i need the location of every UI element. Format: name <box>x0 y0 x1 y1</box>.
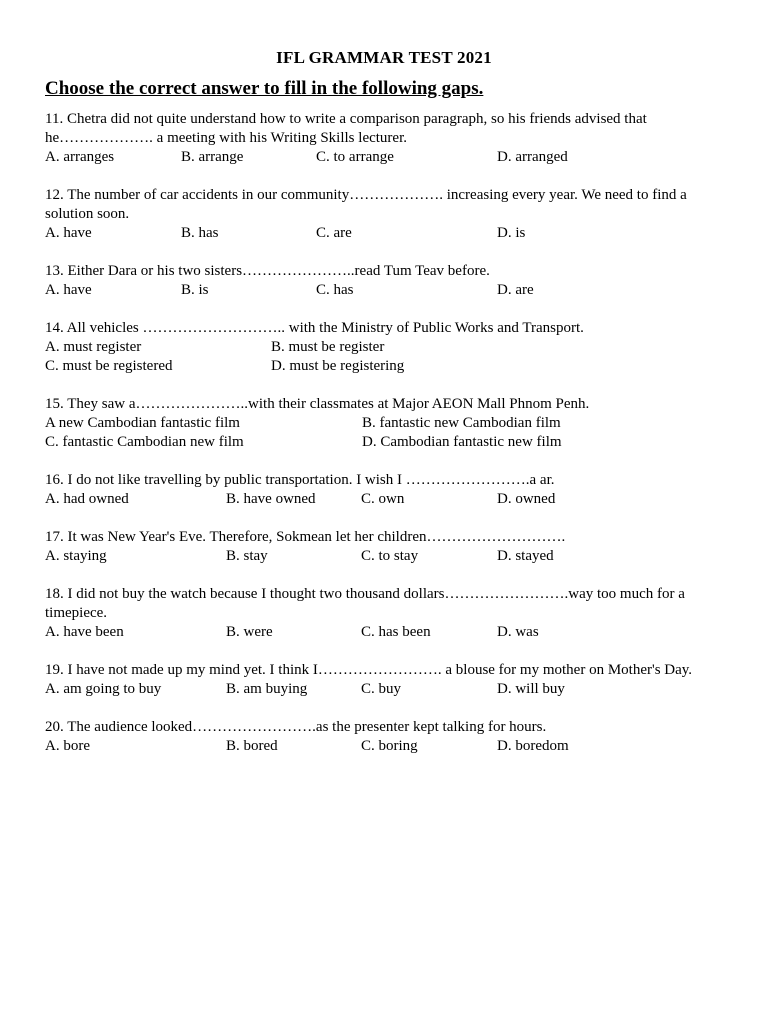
option-c: C. has been <box>361 624 431 640</box>
option-a: A. bore <box>45 738 90 754</box>
option-c: C. are <box>316 225 352 241</box>
option-row <box>45 737 735 756</box>
option-a: A. have <box>45 225 92 241</box>
option-d: D. was <box>497 624 539 640</box>
question-text: 12. The number of car accidents in our community………………. increasing every year. We need to find a solution soon. <box>45 187 687 222</box>
instruction-heading: Choose the correct answer to fill in the following gaps. <box>45 78 484 99</box>
question-text: 15. They saw a…………………..with their classmates at Major AEON Mall Phnom Penh. <box>45 396 590 412</box>
option-d: D. owned <box>497 491 556 507</box>
option-c: C. fantastic Cambodian new film <box>45 434 244 450</box>
option-a: A new Cambodian fantastic film <box>45 415 240 431</box>
question-17 <box>45 528 735 566</box>
question-text: 16. I do not like travelling by public transportation. I wish I …………………….a ar. <box>45 472 555 488</box>
question-text: 17. It was New Year's Eve. Therefore, Sokmean let her children………………………. <box>45 529 566 545</box>
option-a: A. had owned <box>45 491 129 507</box>
option-c: C. boring <box>361 738 418 754</box>
option-b: B. am buying <box>226 681 308 697</box>
page-title: IFL GRAMMAR TEST 2021 <box>276 48 492 67</box>
question-15 <box>45 395 735 452</box>
option-a: A. arranges <box>45 149 115 165</box>
option-b: B. have owned <box>226 491 316 507</box>
option-c: C. to arrange <box>316 149 394 165</box>
option-b: B. must be register <box>271 339 385 355</box>
option-row <box>45 281 735 300</box>
question-20 <box>45 718 735 756</box>
option-row <box>45 547 735 566</box>
option-d: D. are <box>497 282 534 298</box>
question-16 <box>45 471 735 509</box>
option-b: B. were <box>226 624 273 640</box>
question-text: 13. Either Dara or his two sisters…………………..read Tum Teav before. <box>45 263 490 279</box>
question-18 <box>45 585 735 642</box>
option-row <box>45 414 735 433</box>
option-row <box>45 623 735 642</box>
option-row <box>45 490 735 509</box>
option-b: B. stay <box>226 548 268 564</box>
option-b: B. is <box>181 282 209 298</box>
question-11 <box>45 110 735 167</box>
option-c: C. has <box>316 282 354 298</box>
option-c: C. own <box>361 491 405 507</box>
option-row <box>45 357 735 376</box>
option-row <box>45 433 735 452</box>
option-d: D. is <box>497 225 526 241</box>
question-12 <box>45 186 735 243</box>
question-13 <box>45 262 735 300</box>
question-text: 11. Chetra did not quite understand how to write a comparison paragraph, so his friends advised that he………………. a meeting with his Writing Skills lecturer. <box>45 111 647 146</box>
question-text: 19. I have not made up my mind yet. I think I……………………. a blouse for my mother on Mother's Day. <box>45 662 693 678</box>
option-row <box>45 680 735 699</box>
option-row <box>45 148 735 167</box>
option-b: B. bored <box>226 738 278 754</box>
option-a: A. am going to buy <box>45 681 162 697</box>
option-a: A. must register <box>45 339 142 355</box>
option-a: A. have been <box>45 624 124 640</box>
option-d: D. boredom <box>497 738 569 754</box>
option-d: D. stayed <box>497 548 554 564</box>
option-d: D. arranged <box>497 149 568 165</box>
option-a: A. have <box>45 282 92 298</box>
option-b: B. has <box>181 225 219 241</box>
option-row <box>45 338 735 357</box>
option-c: C. to stay <box>361 548 419 564</box>
option-b: B. arrange <box>181 149 244 165</box>
option-c: C. must be registered <box>45 358 173 374</box>
option-a: A. staying <box>45 548 107 564</box>
option-d: D. must be registering <box>271 358 405 374</box>
question-text: 14. All vehicles ……………………….. with the Ministry of Public Works and Transport. <box>45 320 584 336</box>
question-text: 20. The audience looked…………………….as the presenter kept talking for hours. <box>45 719 547 735</box>
question-14 <box>45 319 735 376</box>
option-c: C. buy <box>361 681 402 697</box>
question-list <box>45 110 735 775</box>
option-b: B. fantastic new Cambodian film <box>362 415 561 431</box>
question-text: 18. I did not buy the watch because I thought two thousand dollars…………………….way too much for a timepiece. <box>45 586 685 621</box>
option-d: D. Cambodian fantastic new film <box>362 434 562 450</box>
option-row <box>45 224 735 243</box>
option-d: D. will buy <box>497 681 565 697</box>
question-19 <box>45 661 735 699</box>
